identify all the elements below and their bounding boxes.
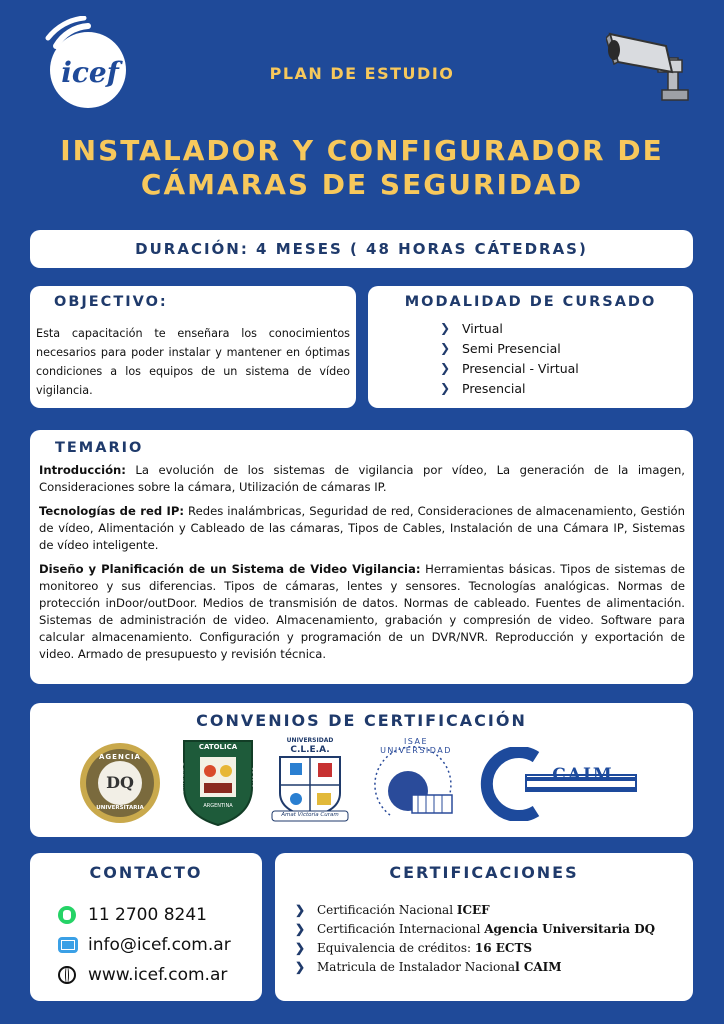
modalidad-list (440, 318, 683, 398)
temario-card (30, 430, 693, 684)
temario-section: Diseño y Planificación de un Sistema de Video Vigilancia: Herramientas básicas. Tipos de sistemas de monitoreo y sus diferencias. Tipos de cámaras, lentes y sensores. Tecnologías analógicas. Normas de protección inDoor/outDoor. Medios de transmisión de datos. Normas de cableado. Fuentes de alimentación. Sistemas de administración de video. Almacenamiento, grabación y compresión de video. Software para calcular almacenamiento. Configuración y programación de un DVR/NVR. Reproducción y exportación de video. Armado de presupuesto y revisión técnica. (39, 562, 685, 661)
list-item: ❯ Matricula de Instalador Naciona l CAIM (295, 959, 562, 974)
list-item: ❯ Certificación Internacional Agencia Universitaria DQ (295, 921, 656, 936)
list-item: ❯ Equivalencia de créditos: 16 ECTS (295, 940, 533, 955)
logo-text: icef (61, 56, 119, 89)
phone-number[interactable]: 11 2700 8241 (88, 905, 207, 925)
isae-universidad-logo: ISAE UNIVERSIDAD (368, 735, 464, 831)
temario-section: Introducción: La evolución de los sistemas de vigilancia por vídeo, La generación de la imagen, Consideraciones sobre la cámara, Utilización de cámaras IP. (39, 463, 685, 494)
chevron-right-icon: ❯ (440, 381, 451, 395)
certificaciones-card (275, 853, 693, 1001)
chevron-right-icon: ❯ (440, 341, 451, 355)
web-row (58, 960, 262, 990)
whatsapp-icon (58, 906, 76, 924)
clea-logo: UNIVERSIDAD C.L.E.A. Amat Victoria Curam (270, 737, 350, 827)
list-item: ❯ Virtual (440, 320, 503, 336)
globe-icon (58, 966, 76, 984)
chevron-right-icon: ❯ (295, 921, 306, 936)
list-item: ❯ Certificación Nacional ICEF (295, 902, 490, 917)
list-item: ❯ Semi Presencial (440, 340, 561, 356)
chevron-right-icon: ❯ (295, 902, 306, 917)
title-line-2: CÁMARAS DE SEGURIDAD (140, 168, 584, 201)
temario-section: Tecnologías de red IP: Redes inalámbricas, Seguridad de red, Consideraciones de almacenamiento, Gestión de vídeo, Alimentación y Cableado de las cámaras, Tipos de Cables, Instalación de una Cámara IP, Sistemas de vídeo inteligente. (39, 504, 685, 552)
chevron-right-icon: ❯ (440, 361, 451, 375)
title-line-1: INSTALADOR Y CONFIGURADOR DE (60, 134, 664, 167)
convenios-card (30, 703, 693, 837)
catolica-shield-logo: CATOLICA UNIVERSIDAD DE CUYO ARGENTINA (180, 737, 256, 827)
chevron-right-icon: ❯ (295, 940, 306, 955)
temario-heading: TEMARIO (55, 440, 144, 456)
certificaciones-heading: CERTIFICACIONES (389, 863, 579, 882)
contacto-card (30, 853, 262, 1001)
objective-heading: OBJECTIVO: (54, 294, 168, 310)
modalidad-card (368, 286, 693, 408)
dq-seal-logo: AGENCIA DQ UNIVERSITARIA (78, 741, 162, 825)
page-title (0, 134, 724, 202)
mail-icon (58, 937, 78, 953)
website[interactable]: www.icef.com.ar (88, 965, 228, 985)
duration-card (30, 230, 693, 268)
chevron-right-icon: ❯ (295, 959, 306, 974)
caim-logo: CAIM (470, 747, 640, 821)
contacto-heading: CONTACTO (89, 863, 203, 882)
email-address[interactable]: info@icef.com.ar (88, 935, 231, 955)
duration-text: DURACIÓN: 4 MESES ( 48 HORAS CÁTEDRAS) (135, 240, 588, 258)
email-row (58, 930, 262, 960)
modalidad-heading: MODALIDAD DE CURSADO (404, 294, 657, 310)
convenios-heading: CONVENIOS DE CERTIFICACIÓN (196, 711, 527, 730)
list-item: ❯ Presencial - Virtual (440, 360, 579, 376)
certificaciones-list (295, 900, 693, 976)
objective-card (30, 286, 356, 408)
chevron-right-icon: ❯ (440, 321, 451, 335)
phone-row (58, 900, 262, 930)
plan-label: PLAN DE ESTUDIO (269, 64, 455, 83)
objective-text: Esta capacitación te enseñara los conocimientos necesarios para poder instalar y mantener en óptimas condiciones a los equipos de un sistema de vídeo vigilancia. (36, 327, 350, 397)
list-item: ❯ Presencial (440, 380, 526, 396)
